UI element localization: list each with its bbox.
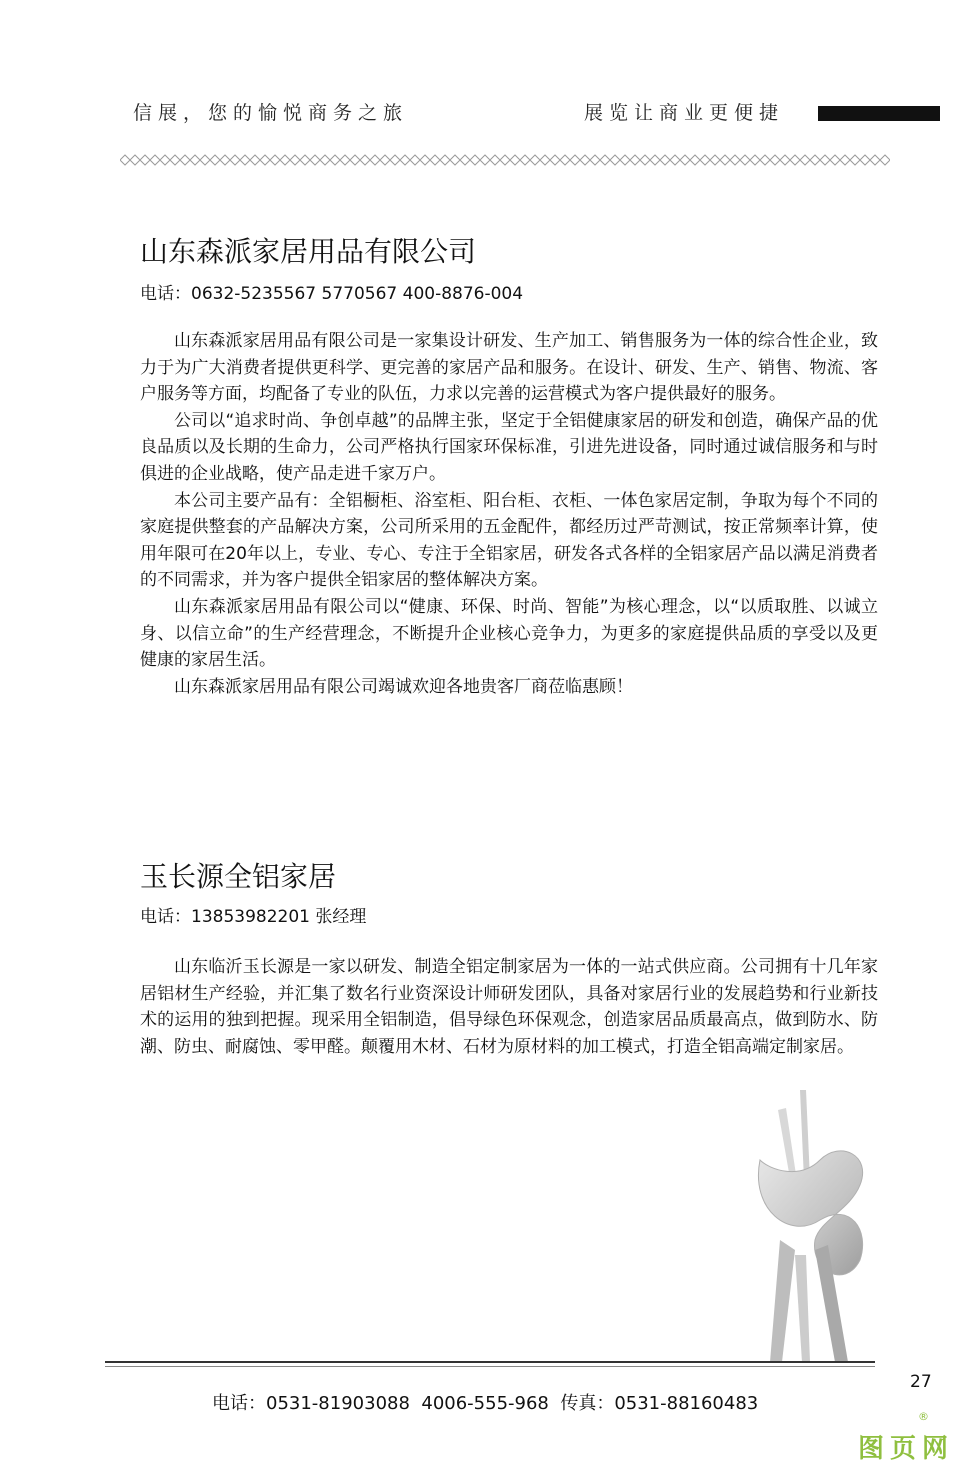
- decorative-chain-divider: [120, 154, 890, 166]
- footer-contact: 电话：0531-81903088 4006-555-968 传真：0531-88160483: [212, 1393, 759, 1414]
- footer-divider: [105, 1361, 875, 1363]
- footer-divider-thin: [105, 1366, 875, 1367]
- company-title: 玉长源全铝家居: [140, 860, 337, 893]
- paragraph: 山东森派家居用品有限公司以“健康、环保、时尚、智能”为核心理念，以“以质取胜、以诚立身、以信立命”的生产经营理念，不断提升企业核心竞争力，为更多的家庭提供品质的享受以及更健康的家居生活。: [140, 596, 878, 671]
- company-description: [140, 328, 878, 700]
- company-title: 山东森派家居用品有限公司: [140, 235, 477, 268]
- watermark-logo: 图页网: [858, 1434, 955, 1464]
- paragraph: 本公司主要产品有：全铝橱柜、浴室柜、阳台柜、衣柜、一体色家居定制，争取为每个不同的家庭提供整套的产品解决方案，公司所采用的五金配件，都经历过严苛测试，按正常频率计算，使用年限可在20年以上，专业、专心、专注于全铝家居，研发各式各样的全铝家居产品以满足消费者的不同需求，并为客户提供全铝家居的整体解决方案。: [140, 490, 878, 591]
- header-black-bar: [818, 106, 940, 121]
- sculpture-illustration: [740, 1090, 890, 1362]
- paragraph: 公司以“追求时尚、争创卓越”的品牌主张，坚定于全铝健康家居的研发和创造，确保产品的优良品质以及长期的生命力，公司严格执行国家环保标准，引进先进设备，同时通过诚信服务和与时俱进的企业战略，使产品走进千家万户。: [140, 410, 878, 484]
- header-left-slogan: 信展，您的愉悦商务之旅: [133, 102, 409, 124]
- company-phone: 电话：0632-5235567 5770567 400-8876-004: [140, 284, 524, 304]
- header-right-slogan: 展览让商业更便捷: [584, 102, 785, 124]
- registered-mark: ®: [918, 1410, 929, 1423]
- company-phone: 电话：13853982201 张经理: [140, 907, 367, 927]
- paragraph: 山东临沂玉长源是一家以研发、制造全铝定制家居为一体的一站式供应商。公司拥有十几年家居铝材生产经验，并汇集了数名行业资深设计师研发团队，具备对家居行业的发展趋势和行业新技术的运用的独到把握。现采用全铝制造，倡导绿色环保观念，创造家居品质最高点，做到防水、防潮、防虫、耐腐蚀、零甲醛。颠覆用木材、石材为原材料的加工模式，打造全铝高端定制家居。: [140, 957, 878, 1057]
- page-number: 27: [910, 1372, 932, 1392]
- paragraph: 山东森派家居用品有限公司是一家集设计研发、生产加工、销售服务为一体的综合性企业，致力于为广大消费者提供更科学、更完善的家居产品和服务。在设计、研发、生产、销售、物流、客户服务等方面，均配备了专业的队伍，力求以完善的运营模式为客户提供最好的服务。: [140, 331, 878, 405]
- company-description: [140, 954, 878, 1060]
- paragraph: 山东森派家居用品有限公司竭诚欢迎各地贵客厂商莅临惠顾！: [174, 676, 633, 697]
